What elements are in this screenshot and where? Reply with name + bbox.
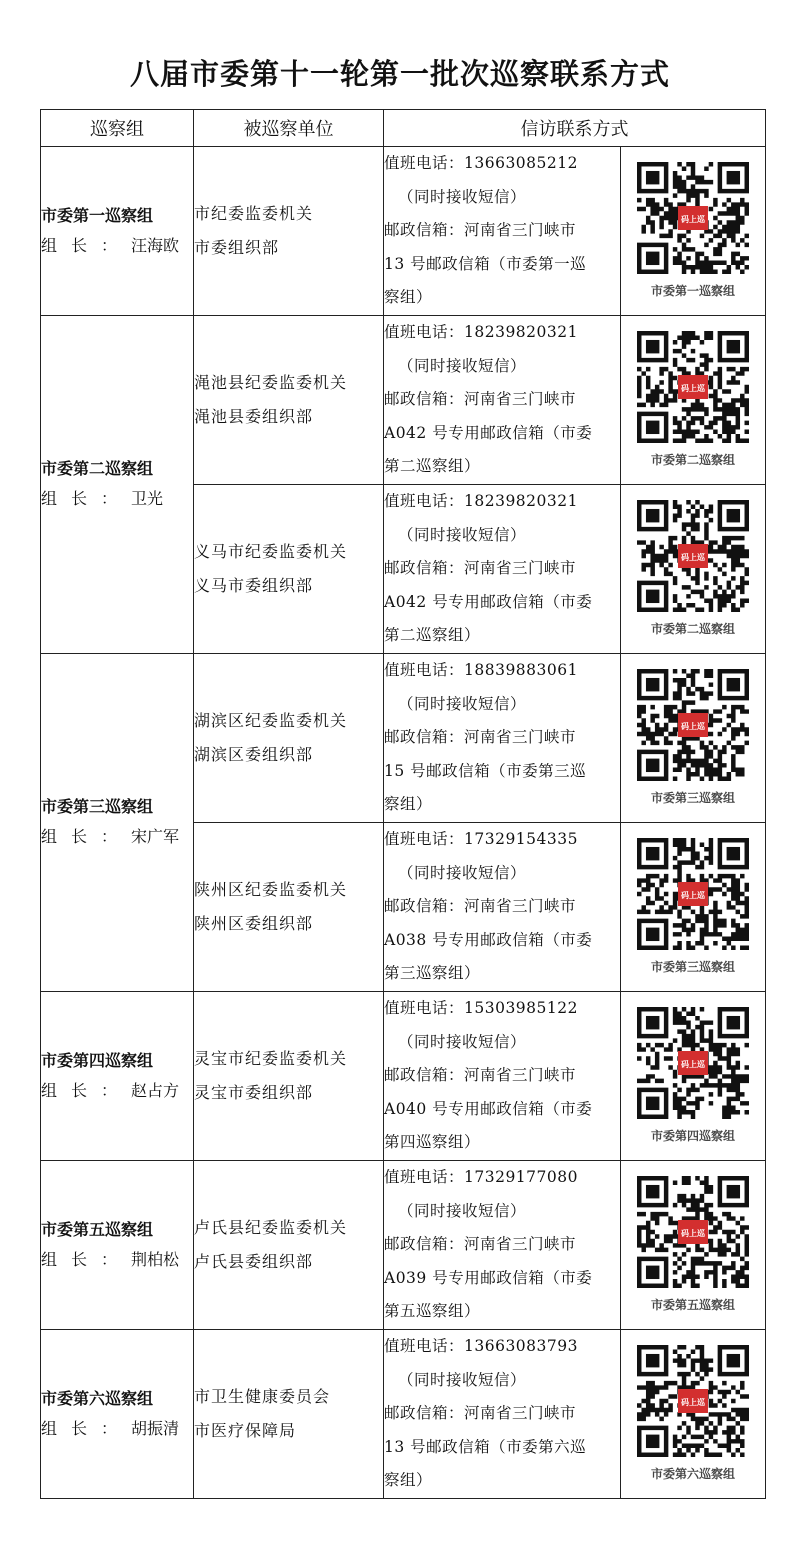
contact-cell [384, 1329, 621, 1498]
mail-line: 第四巡察组） [384, 1133, 481, 1152]
unit-cell [194, 822, 384, 991]
table-row [41, 1329, 766, 1498]
qr-code[interactable] [637, 1345, 749, 1457]
unit-cell [194, 653, 384, 822]
group-cell [41, 1329, 194, 1498]
group-cell [41, 991, 194, 1160]
table-row [41, 991, 766, 1160]
qr-code-graphic [637, 669, 749, 781]
qr-code-graphic [637, 1007, 749, 1119]
group-cell [41, 653, 194, 991]
contact-table [40, 109, 766, 1499]
phone-line: 值班电话：13663085212 [384, 154, 578, 172]
qr-code[interactable] [637, 669, 749, 781]
mail-line: 邮政信箱：河南省三门峡市 [384, 897, 577, 916]
unit-line: 湖滨区委组织部 [194, 744, 314, 764]
group-cell [41, 147, 194, 316]
unit-line: 卢氏县纪委监委机关 [194, 1217, 348, 1237]
contact-cell [384, 653, 621, 822]
mail-line: 察组） [384, 288, 433, 307]
contact-cell [384, 991, 621, 1160]
unit-line: 渑池县纪委监委机关 [194, 372, 348, 392]
mail-line: 邮政信箱：河南省三门峡市 [384, 728, 577, 747]
qr-code[interactable] [637, 331, 749, 443]
table-row [41, 1160, 766, 1329]
qr-code-graphic [637, 500, 749, 612]
qr-badge-label: 码上巡 [681, 722, 705, 732]
header-inspected-unit: 被巡察单位 [194, 110, 384, 147]
unit-line: 陕州区委组织部 [194, 913, 314, 933]
qr-caption: 市委第六巡察组 [650, 1467, 735, 1482]
group-name: 市委第五巡察组 [41, 1219, 154, 1239]
mail-line: 察组） [384, 1471, 433, 1490]
group-cell [41, 315, 194, 653]
unit-cell [194, 1329, 384, 1498]
qr-code-graphic [637, 838, 749, 950]
unit-line: 市医疗保障局 [194, 1420, 297, 1440]
qr-caption: 市委第四巡察组 [650, 1129, 735, 1144]
group-leader: 组长：胡振清 [41, 1418, 180, 1438]
qr-cell [621, 315, 766, 484]
header-row [41, 110, 766, 147]
qr-caption: 市委第二巡察组 [650, 622, 735, 637]
qr-code[interactable] [637, 1176, 749, 1288]
qr-caption: 市委第五巡察组 [650, 1298, 735, 1313]
qr-caption: 市委第一巡察组 [650, 284, 735, 299]
qr-badge-label: 码上巡 [681, 384, 705, 394]
mail-line: 15 号邮政信箱（市委第三巡 [384, 761, 587, 780]
qr-code-graphic [637, 162, 749, 274]
qr-cell [621, 484, 766, 653]
sms-note: （同时接收短信） [398, 356, 527, 375]
qr-code[interactable] [637, 838, 749, 950]
mail-line: 邮政信箱：河南省三门峡市 [384, 1235, 577, 1254]
unit-cell [194, 484, 384, 653]
group-name: 市委第二巡察组 [41, 459, 154, 479]
qr-code[interactable] [637, 1007, 749, 1119]
qr-code[interactable] [637, 500, 749, 612]
group-leader: 组长：赵占方 [41, 1080, 180, 1100]
mail-line: A040 号专用邮政信箱（市委 [384, 1099, 593, 1118]
header-inspection-group: 巡察组 [41, 110, 194, 147]
unit-cell [194, 147, 384, 316]
qr-badge-label: 码上巡 [681, 1229, 705, 1239]
sms-note: （同时接收短信） [398, 863, 527, 882]
sms-note: （同时接收短信） [398, 187, 527, 206]
qr-code-graphic [637, 1345, 749, 1457]
table-row [41, 147, 766, 316]
contact-cell [384, 484, 621, 653]
qr-cell [621, 991, 766, 1160]
group-leader: 组长：卫光 [41, 489, 164, 509]
qr-badge-label: 码上巡 [681, 1060, 705, 1070]
group-name: 市委第六巡察组 [41, 1388, 154, 1408]
unit-line: 陕州区纪委监委机关 [194, 879, 348, 899]
qr-cell [621, 1160, 766, 1329]
group-leader: 组长：荆柏松 [41, 1249, 180, 1269]
qr-caption: 市委第二巡察组 [650, 453, 735, 468]
mail-line: 13 号邮政信箱（市委第六巡 [384, 1437, 587, 1456]
qr-code-graphic [637, 1176, 749, 1288]
unit-line: 渑池县委组织部 [194, 406, 314, 426]
mail-line: A039 号专用邮政信箱（市委 [384, 1268, 593, 1287]
qr-code[interactable] [637, 162, 749, 274]
contact-cell [384, 1160, 621, 1329]
contact-cell [384, 315, 621, 484]
mail-line: 第五巡察组） [384, 1302, 481, 1321]
group-leader: 组长：宋广军 [41, 827, 180, 847]
qr-code-graphic [637, 331, 749, 443]
mail-line: 13 号邮政信箱（市委第一巡 [384, 254, 587, 273]
group-cell [41, 1160, 194, 1329]
page-title: 八届市委第十一轮第一批次巡察联系方式 [129, 57, 670, 91]
qr-badge-label: 码上巡 [681, 891, 705, 901]
unit-line: 卢氏县委组织部 [194, 1251, 314, 1271]
mail-line: 第二巡察组） [384, 626, 481, 645]
qr-caption: 市委第三巡察组 [650, 791, 735, 806]
mail-line: A042 号专用邮政信箱（市委 [384, 592, 593, 611]
sms-note: （同时接收短信） [398, 1032, 527, 1051]
unit-line: 市纪委监委机关 [194, 203, 314, 223]
unit-line: 义马市委组织部 [194, 575, 314, 595]
mail-line: 邮政信箱：河南省三门峡市 [384, 1066, 577, 1085]
unit-cell [194, 991, 384, 1160]
group-name: 市委第四巡察组 [41, 1050, 154, 1070]
group-leader: 组长：汪海欧 [41, 235, 180, 255]
qr-badge-label: 码上巡 [681, 215, 705, 225]
mail-line: 察组） [384, 795, 433, 814]
qr-cell [621, 653, 766, 822]
phone-line: 值班电话：18239820321 [384, 322, 578, 341]
qr-badge-label: 码上巡 [681, 1398, 705, 1408]
table-row [41, 653, 766, 822]
qr-caption: 市委第三巡察组 [650, 960, 735, 975]
sms-note: （同时接收短信） [398, 694, 527, 713]
sms-note: （同时接收短信） [398, 1201, 527, 1220]
phone-line: 值班电话：17329154335 [384, 829, 578, 848]
phone-line: 值班电话：15303985122 [384, 998, 578, 1017]
unit-line: 市卫生健康委员会 [194, 1386, 331, 1406]
mail-line: 第三巡察组） [384, 964, 481, 983]
mail-line: A038 号专用邮政信箱（市委 [384, 930, 593, 949]
phone-line: 值班电话：18839883061 [384, 660, 578, 679]
mail-line: 邮政信箱：河南省三门峡市 [384, 390, 577, 409]
unit-line: 灵宝市纪委监委机关 [194, 1048, 348, 1068]
qr-cell [621, 147, 766, 316]
group-name: 市委第三巡察组 [41, 797, 154, 817]
qr-cell [621, 1329, 766, 1498]
unit-line: 湖滨区纪委监委机关 [194, 710, 348, 730]
unit-line: 义马市纪委监委机关 [194, 541, 348, 561]
unit-cell [194, 315, 384, 484]
mail-line: 邮政信箱：河南省三门峡市 [384, 559, 577, 578]
mail-line: 第二巡察组） [384, 457, 481, 476]
sms-note: （同时接收短信） [398, 1370, 527, 1389]
contact-cell [384, 822, 621, 991]
group-name: 市委第一巡察组 [41, 205, 154, 225]
mail-line: A042 号专用邮政信箱（市委 [384, 423, 593, 442]
mail-line: 邮政信箱：河南省三门峡市 [384, 1404, 577, 1423]
header-contact: 信访联系方式 [384, 110, 766, 147]
phone-line: 值班电话：13663083793 [384, 1336, 578, 1355]
unit-line: 灵宝市委组织部 [194, 1082, 314, 1102]
mail-line: 邮政信箱：河南省三门峡市 [384, 221, 577, 240]
unit-line: 市委组织部 [194, 237, 280, 257]
phone-line: 值班电话：18239820321 [384, 491, 578, 510]
phone-line: 值班电话：17329177080 [384, 1167, 578, 1186]
unit-cell [194, 1160, 384, 1329]
qr-cell [621, 822, 766, 991]
qr-badge-label: 码上巡 [681, 553, 705, 563]
table-row [41, 315, 766, 484]
contact-cell [384, 147, 621, 316]
sms-note: （同时接收短信） [398, 525, 527, 544]
